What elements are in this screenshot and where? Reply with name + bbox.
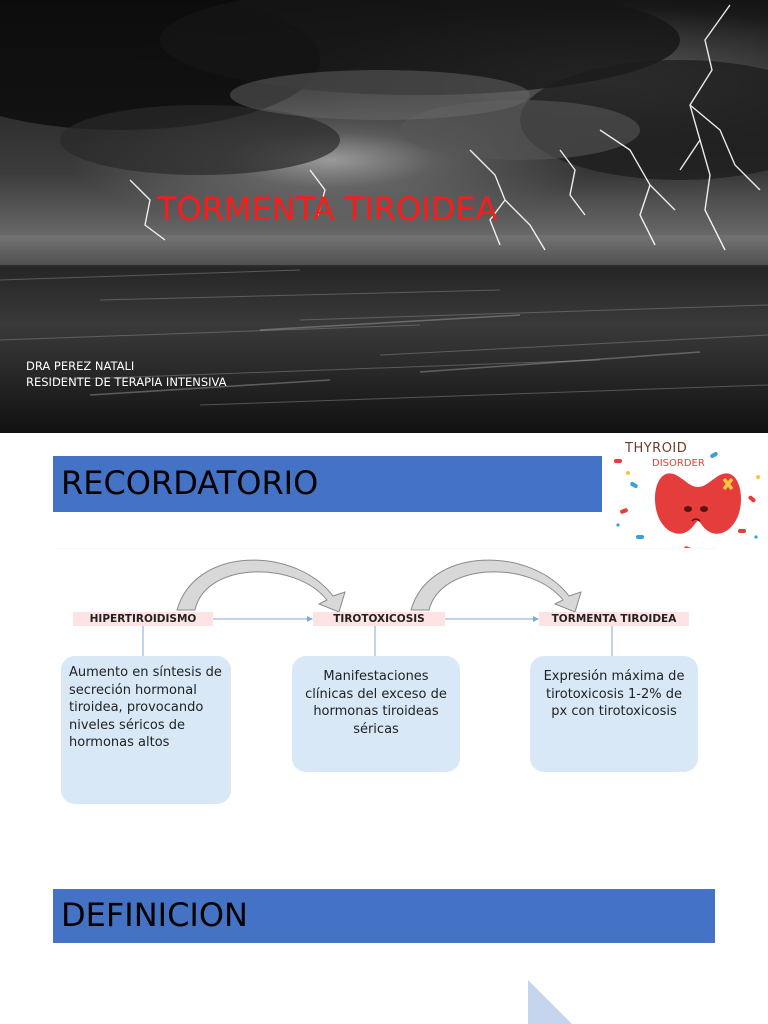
recordatorio-heading: RECORDATORIO bbox=[61, 464, 319, 502]
author-name: DRA PEREZ NATALI bbox=[26, 359, 135, 373]
box-tormenta-tiroidea-description: Expresión máxima de tirotoxicosis 1-2% de px con tirotoxicosis bbox=[530, 656, 698, 772]
decorative-triangle-shape bbox=[528, 980, 588, 1024]
node-label-hipertiroidismo: HIPERTIROIDISMO bbox=[73, 612, 213, 626]
definicion-heading: DEFINICION bbox=[61, 896, 248, 934]
recordatorio-heading-bar bbox=[53, 456, 602, 512]
author-info bbox=[26, 358, 227, 390]
definicion-heading-bar bbox=[53, 889, 715, 943]
author-role: RESIDENTE DE TERAPIA INTENSIVA bbox=[26, 375, 227, 389]
node-label-tirotoxicosis: TIROTOXICOSIS bbox=[313, 612, 445, 626]
node-label-tormenta-tiroidea: TORMENTA TIROIDEA bbox=[539, 612, 689, 626]
thyroid-concepts-diagram bbox=[55, 548, 715, 816]
title-slide bbox=[0, 0, 768, 433]
logo-line2: DISORDER bbox=[652, 458, 705, 469]
presentation-title: TORMENTA TIROIDEA bbox=[157, 190, 498, 228]
logo-line1: THYROID bbox=[625, 441, 688, 456]
thyroid-disorder-logo bbox=[608, 437, 768, 563]
thyroid-illustration-icon bbox=[608, 437, 768, 563]
box-hipertiroidismo-description: Aumento en síntesis de secreción hormonal tiroidea, provocando niveles séricos de hormonas altos bbox=[61, 656, 231, 804]
box-tirotoxicosis-description: Manifestaciones clínicas del exceso de hormonas tiroideas séricas bbox=[292, 656, 460, 772]
